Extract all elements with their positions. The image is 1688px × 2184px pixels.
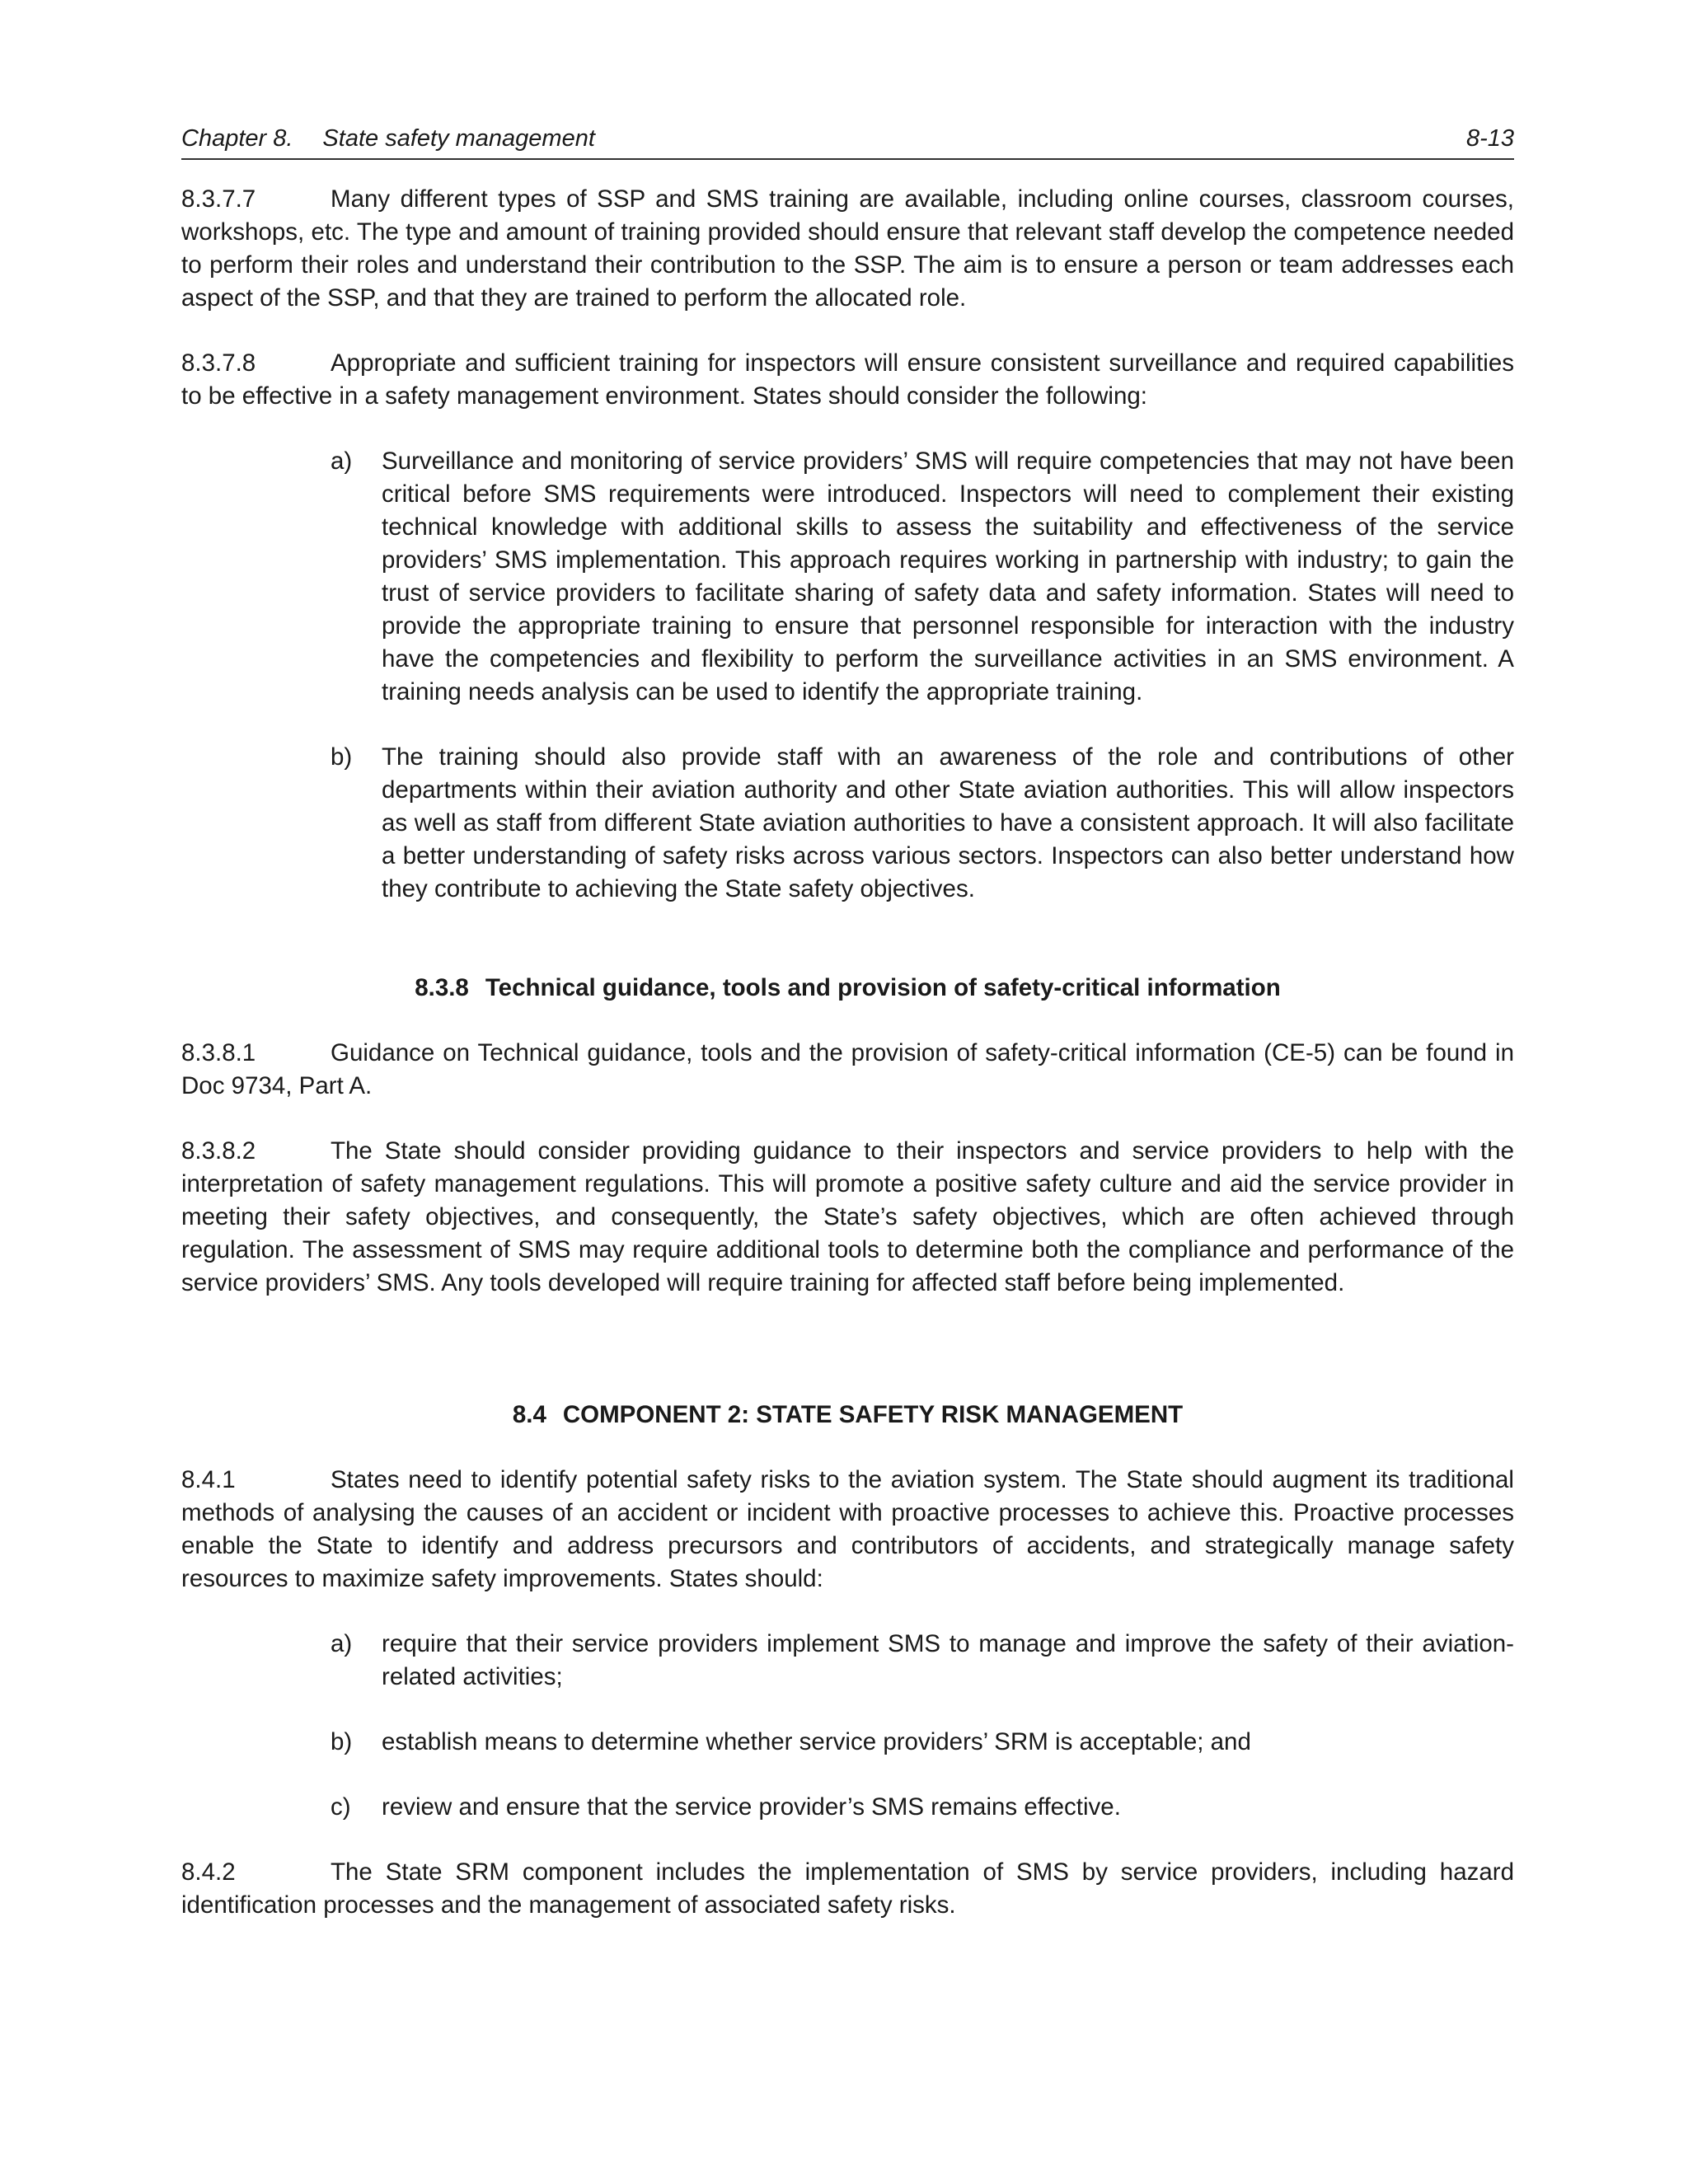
list-8-3-7-8 — [181, 445, 1514, 906]
paragraph-8-3-8-1 — [181, 1037, 1514, 1103]
paragraph-number: 8.3.7.7 — [181, 185, 256, 213]
paragraph-text: Appropriate and sufficient training for inspectors will ensure consistent surveillance and required capabilities to be effective in a safety management environment. States should consider the following: — [181, 349, 1514, 410]
section-title: Technical guidance, tools and provision of safety-critical information — [485, 974, 1281, 1001]
chapter-title — [181, 124, 595, 153]
list-item-text: Surveillance and monitoring of service providers’ SMS will require competencies that may not have been critical before SMS requirements were introduced. Inspectors will need to complement their existing technical knowledge with additional skills to assess the suitability and effectiveness of the service providers’ SMS implementation. This approach requires working in partnership with industry; to gain the trust of service providers to facilitate sharing of safety data and safety information. States will need to provide the appropriate training to ensure that personnel responsible for interaction with the industry have the competencies and flexibility to perform the surveillance activities in an SMS environment. A training needs analysis can be used to identify the appropriate training. — [382, 448, 1514, 705]
list-marker: c) — [331, 1793, 351, 1821]
paragraph-8-4-2 — [181, 1856, 1514, 1922]
paragraph-8-3-8-2 — [181, 1135, 1514, 1300]
section-number: 8.3.8 — [415, 974, 469, 1001]
chapter-name: State safety management — [322, 125, 595, 152]
paragraph-text: States need to identify potential safety risks to the aviation system. The State should augment its traditional methods of analysing the causes of an accident or incident with proactive processes to achieve this. Proactive processes enable the State to identify and address precursors and contributors of accidents, and strategically manage safety resources to maximize safety improvements. States should: — [181, 1466, 1514, 1592]
paragraph-8-3-7-7 — [181, 183, 1514, 315]
paragraph-text: Many different types of SSP and SMS training are available, including online courses, classroom courses, workshops, etc. The type and amount of training provided should ensure that relevant staff develop the competence needed to perform their roles and understand their contribution to the SSP. The aim is to ensure a person or team addresses each aspect of the SSP, and that they are trained to perform the allocated role. — [181, 185, 1514, 312]
list-marker: a) — [331, 1630, 353, 1657]
section-title: COMPONENT 2: STATE SAFETY RISK MANAGEMENT — [562, 1401, 1184, 1428]
list-item — [331, 1726, 1514, 1759]
list-marker: a) — [331, 448, 353, 475]
paragraph-8-3-7-8 — [181, 347, 1514, 413]
paragraph-number: 8.3.8.1 — [181, 1039, 256, 1066]
list-item-text: review and ensure that the service provider’s SMS remains effective. — [382, 1793, 1121, 1821]
section-heading-8-3-8 — [181, 972, 1514, 1005]
paragraph-number: 8.3.8.2 — [181, 1137, 256, 1165]
running-header — [181, 124, 1514, 160]
list-item — [331, 741, 1514, 906]
paragraph-text: The State should consider providing guidance to their inspectors and service providers to help with the interpretation of safety management regulations. This will promote a positive safety culture and aid the service provider in meeting their safety objectives, and consequently, the State’s safety objectives, which are often achieved through regulation. The assessment of SMS may require additional tools to determine both the compliance and performance of the service providers’ SMS. Any tools developed will require training for affected staff before being implemented. — [181, 1137, 1514, 1296]
list-item-text: establish means to determine whether service providers’ SRM is acceptable; and — [382, 1728, 1251, 1755]
paragraph-number: 8.4.2 — [181, 1858, 236, 1886]
section-number: 8.4 — [512, 1401, 546, 1428]
list-item-text: The training should also provide staff with an awareness of the role and contributions of other departments within their aviation authority and other State aviation authorities. This will allow inspectors as well as staff from different State aviation authorities to have a consistent approach. It will also facilitate a better understanding of safety risks across various sectors. Inspectors can also better understand how they contribute to achieving the State safety objectives. — [382, 743, 1514, 902]
list-marker: b) — [331, 1728, 353, 1755]
list-item — [331, 1791, 1514, 1824]
chapter-number: Chapter 8. — [181, 125, 293, 152]
list-item — [331, 1628, 1514, 1694]
paragraph-text: The State SRM component includes the implementation of SMS by service providers, including hazard identification processes and the management of associated safety risks. — [181, 1858, 1514, 1919]
paragraph-number: 8.3.7.8 — [181, 349, 256, 377]
list-8-4-1 — [181, 1628, 1514, 1824]
list-item — [331, 445, 1514, 709]
paragraph-text: Guidance on Technical guidance, tools and the provision of safety-critical information (CE-5) can be found in Doc 9734, Part A. — [181, 1039, 1514, 1099]
section-heading-8-4 — [181, 1399, 1514, 1432]
paragraph-8-4-1 — [181, 1464, 1514, 1596]
page-number: 8-13 — [1465, 125, 1514, 152]
list-item-text: require that their service providers implement SMS to manage and improve the safety of their aviation-related activities; — [382, 1630, 1514, 1690]
list-marker: b) — [331, 743, 353, 771]
paragraph-number: 8.4.1 — [181, 1466, 236, 1493]
document-page — [181, 124, 1514, 1922]
